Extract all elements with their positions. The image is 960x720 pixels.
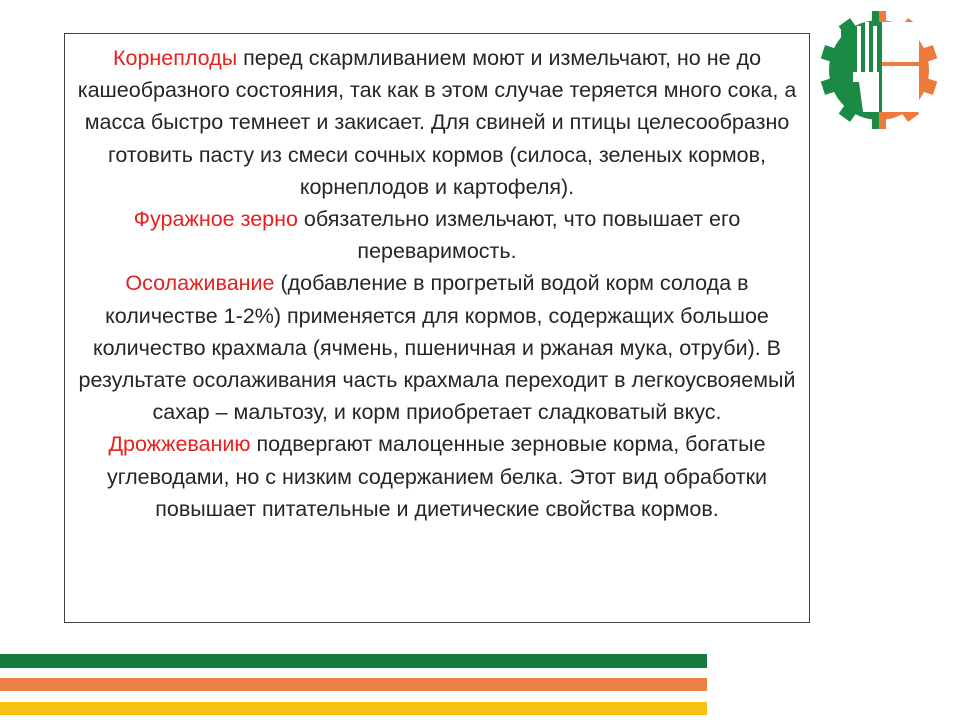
text-box: [64, 33, 810, 623]
term-highlight: Корнеплоды: [112, 46, 238, 70]
stripe-green: [0, 654, 707, 668]
term-highlight: Осолаживание: [125, 271, 275, 296]
paragraph-text: обязательно измельчают, что повышает его переваримость.: [297, 207, 741, 264]
term-highlight: Фуражное зерно: [133, 207, 298, 232]
term-highlight: Дрожжеванию: [108, 432, 251, 457]
paragraph-text: перед скармливанием моют и измельчают, но не до кашеобразного состояния, так как в этом случае теряется много сока, а масса быстро темнеет и закисает. Для свиней и птицы целесообразно готовить пасту из смеси сочных кормов (силоса, зеленых кормов, корнеплодов и картофеля).: [77, 46, 797, 199]
stripe-yellow: [0, 702, 707, 715]
stripe-orange: [0, 678, 707, 691]
paragraph-text: (добавление в прогретый водой корм солода в количестве 1-2%) применяется для кормов, содержащих большое количество крахмала (ячмень, пшеничная и ржаная мука, отруби). В результате осолаживания часть крахмала переходит в легкоусвояемый сахар – мальтозу, и корм приобретает сладковатый вкус.: [78, 271, 796, 425]
paragraph-yeasting: [71, 428, 803, 525]
paragraph-fodder-grain: [71, 203, 803, 267]
paragraph-text: подвергают малоценные зерновые корма, богатые углеводами, но с низким содержанием белка. Этот вид обработки повышает питательные и диетические свойства кормов.: [106, 432, 768, 521]
paragraph-root-crops: [71, 42, 803, 203]
gear-wheat-logo-icon: [817, 8, 941, 132]
paragraph-malting: [71, 267, 803, 428]
